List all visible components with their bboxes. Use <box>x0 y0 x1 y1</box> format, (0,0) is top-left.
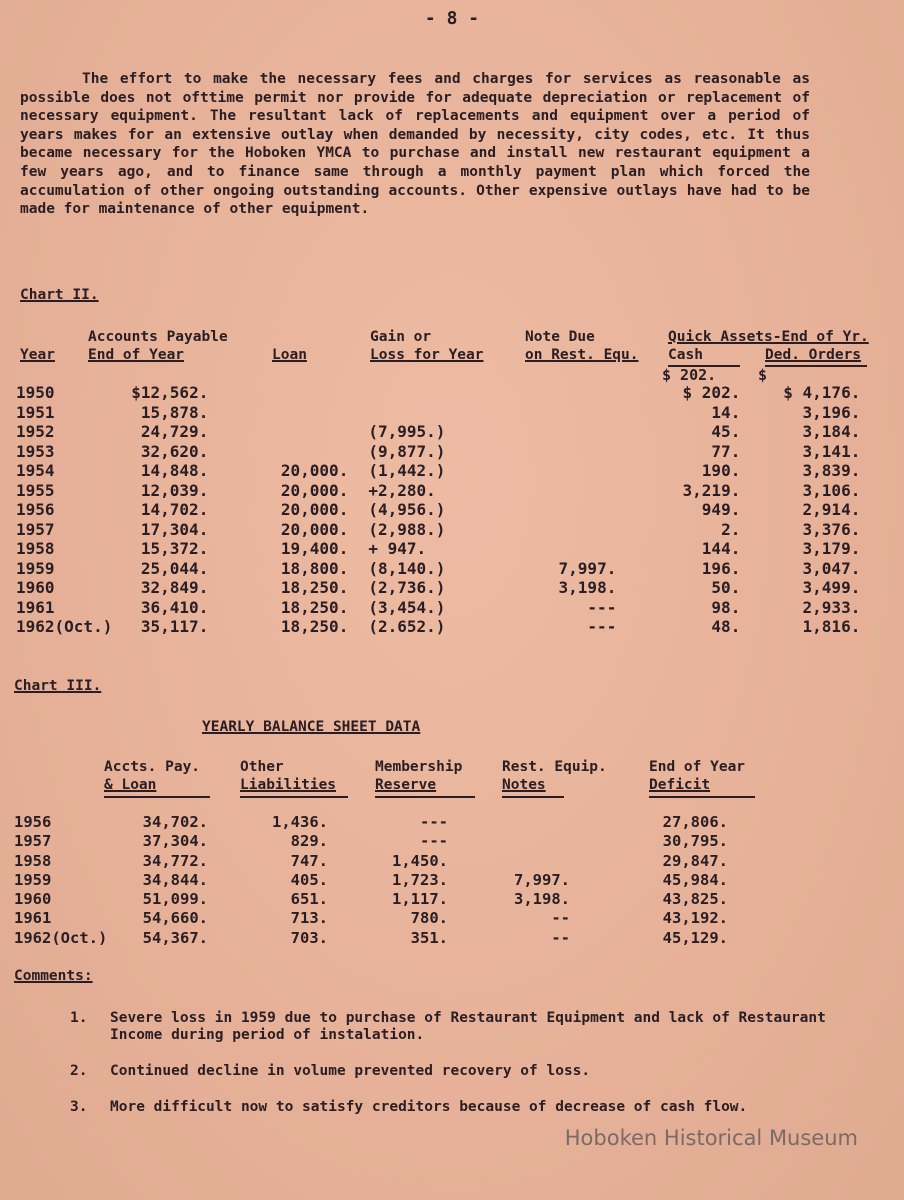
spacer <box>348 539 368 559</box>
chart3-header-rest-equip: Rest. Equip. Notes <box>502 759 607 793</box>
deficit-cell: 43,192. <box>662 909 728 928</box>
cash-cell: 2. <box>721 519 741 539</box>
other-liabilities-cell: 1,436. <box>272 813 328 831</box>
year-cell: 1951 <box>16 402 55 422</box>
table-row <box>16 598 860 618</box>
year-cell: 1959 <box>16 558 55 578</box>
membership-reserve-cell: --- <box>420 813 448 831</box>
rest-equip-notes-cell: -- <box>551 928 570 947</box>
membership-reserve-cell: 1,723. <box>392 870 448 889</box>
year-cell: 1950 <box>16 383 55 402</box>
gain-loss-cell: (9,877.) <box>368 441 446 461</box>
other-liabilities-cell: 405. <box>290 870 328 889</box>
year-cell: 1956 <box>14 813 52 831</box>
chart3-header-accts: Accts. Pay. & Loan <box>104 759 201 793</box>
chart2-header-year: Year <box>20 347 55 363</box>
chart3-membership-rule <box>375 796 475 798</box>
table-row <box>16 403 860 423</box>
other-liabilities-cell: 829. <box>290 832 328 851</box>
membership-reserve-cell: 351. <box>410 928 448 947</box>
deficit-cell: 30,795. <box>662 832 728 851</box>
table-row <box>16 461 860 481</box>
ded-orders-cell: 2,933. <box>802 597 861 617</box>
chart3-header-membership: Membership Reserve <box>375 759 463 793</box>
chart2-subheader-cash: $ 202. <box>662 366 717 384</box>
spacer <box>348 617 368 637</box>
comment-text: Continued decline in volume prevented recovery of loss. <box>110 1063 591 1079</box>
ded-orders-cell: 3,141. <box>802 441 861 461</box>
comments-heading: Comments: <box>14 968 93 984</box>
year-cell: 1958 <box>14 851 52 870</box>
comment-number: 1. <box>70 1010 88 1026</box>
cash-cell: 196. <box>701 558 741 578</box>
accounts-payable-cell: 35,117. <box>140 617 209 636</box>
year-cell: 1961 <box>14 909 52 928</box>
year-cell: 1953 <box>16 441 55 461</box>
note-due-cell <box>472 383 616 403</box>
ded-orders-cell: 3,499. <box>802 578 861 597</box>
accts-pay-loan-cell: 54,367. <box>142 928 208 947</box>
list-item <box>70 1099 830 1116</box>
gain-loss-cell: (3,454.) <box>368 597 446 617</box>
year-cell: 1956 <box>16 500 55 519</box>
table-row <box>16 422 860 442</box>
spacer <box>348 403 368 423</box>
chart3-title: YEARLY BALANCE SHEET DATA <box>202 719 421 735</box>
cash-cell: 45. <box>711 422 741 441</box>
table-row <box>16 383 860 403</box>
note-due-cell <box>472 442 616 462</box>
loan-cell: 19,400. <box>280 539 349 558</box>
membership-reserve-cell: --- <box>420 832 448 851</box>
chart3-heading: Chart III. <box>14 678 102 694</box>
gain-loss-cell: +2,280. <box>368 480 436 500</box>
cash-cell: $ 202. <box>682 383 741 402</box>
chart3-deficit-rule <box>649 796 755 798</box>
table-row <box>16 559 860 579</box>
cash-cell: 949. <box>701 500 741 519</box>
table-row <box>16 442 860 462</box>
rest-equip-notes-cell <box>448 832 570 851</box>
note-due-cell: 7,997. <box>558 558 617 578</box>
note-due-cell: --- <box>587 597 617 617</box>
table-row <box>16 520 860 540</box>
table-row <box>16 500 860 520</box>
other-liabilities-cell: 703. <box>290 928 328 947</box>
chart2-header-note: Note Due on Rest. Equ. <box>525 329 639 363</box>
accts-pay-loan-cell: 34,844. <box>142 870 208 889</box>
gain-loss-cell: (1,442.) <box>368 461 446 480</box>
ded-orders-cell: 2,914. <box>802 500 861 519</box>
chart3-accts-rule <box>104 796 210 798</box>
cash-cell: 77. <box>711 441 741 461</box>
gain-loss-cell: (2,736.) <box>368 578 446 597</box>
spacer <box>348 422 368 442</box>
chart2-subheader-ded: $ <box>758 366 768 384</box>
cash-cell: 48. <box>711 617 741 636</box>
ded-orders-cell: 3,047. <box>802 558 861 578</box>
spacer <box>348 520 368 540</box>
rest-equip-notes-cell <box>448 813 570 832</box>
ded-orders-cell: 3,376. <box>802 519 861 539</box>
table-row <box>14 852 728 871</box>
other-liabilities-cell: 651. <box>290 890 328 909</box>
rest-equip-notes-cell: 7,997. <box>514 870 570 889</box>
accounts-payable-cell: 14,702. <box>140 500 209 519</box>
chart3-table <box>14 813 728 948</box>
spacer <box>348 500 368 520</box>
chart2-header-gain: Gain or Loss for Year <box>370 329 484 363</box>
cash-cell: 144. <box>701 539 741 558</box>
membership-reserve-cell: 1,450. <box>392 851 448 870</box>
spacer <box>348 461 368 481</box>
year-cell: 1955 <box>16 480 55 500</box>
gain-loss-cell: (2.652.) <box>368 617 446 636</box>
cash-cell: 190. <box>701 461 741 480</box>
gain-loss-cell <box>368 403 472 423</box>
gain-loss-cell: (2,988.) <box>368 519 446 539</box>
note-due-cell <box>472 403 616 423</box>
loan-cell: 18,800. <box>280 558 349 578</box>
spacer <box>348 578 368 598</box>
year-cell: 1962(Oct.) <box>14 928 108 947</box>
year-cell: 1952 <box>16 422 55 441</box>
comments-list <box>70 1010 830 1135</box>
accts-pay-loan-cell: 34,772. <box>142 851 208 870</box>
table-row <box>14 929 728 948</box>
gain-loss-cell: + 947. <box>368 539 427 558</box>
gain-loss-cell: (8,140.) <box>368 558 446 578</box>
chart2-ded-rule <box>765 365 867 367</box>
accounts-payable-cell: 14,848. <box>140 461 209 480</box>
deficit-cell: 45,984. <box>662 870 728 889</box>
ded-orders-cell: 3,106. <box>802 480 861 500</box>
table-row <box>16 617 860 637</box>
ded-orders-cell: 3,196. <box>802 402 861 422</box>
accounts-payable-cell: 24,729. <box>140 422 209 441</box>
comment-number: 3. <box>70 1099 88 1115</box>
page-number: - 8 - <box>424 8 480 29</box>
watermark: Hoboken Historical Museum <box>564 1126 858 1150</box>
accts-pay-loan-cell: 54,660. <box>142 909 208 928</box>
list-item <box>70 1010 830 1044</box>
loan-cell <box>208 403 348 423</box>
accounts-payable-cell: 36,410. <box>140 597 209 617</box>
table-row <box>14 890 728 909</box>
rest-equip-notes-cell <box>448 852 570 871</box>
cash-cell: 14. <box>711 402 741 422</box>
gain-loss-cell: (7,995.) <box>368 422 446 441</box>
note-due-cell: --- <box>587 617 617 636</box>
chart2-heading: Chart II. <box>20 287 99 303</box>
chart2-header-accounts: Accounts Payable End of Year <box>88 329 228 363</box>
cash-cell: 98. <box>711 597 741 617</box>
ded-orders-cell: 1,816. <box>802 617 861 636</box>
loan-cell: 20,000. <box>280 461 349 480</box>
year-cell: 1959 <box>14 870 52 889</box>
year-cell: 1957 <box>14 832 52 851</box>
table-row <box>14 871 728 890</box>
accounts-payable-cell: 32,620. <box>140 441 209 461</box>
note-due-cell <box>472 461 616 481</box>
loan-cell <box>208 442 348 462</box>
gain-loss-cell <box>368 383 472 403</box>
year-cell: 1954 <box>16 461 55 480</box>
note-due-cell <box>472 500 616 520</box>
chart2-header-cash: Cash <box>668 347 703 363</box>
chart2-header-quick-assets: Quick Assets-End of Yr. <box>668 329 869 345</box>
note-due-cell <box>472 422 616 442</box>
deficit-cell: 27,806. <box>662 813 728 831</box>
note-due-cell <box>472 481 616 501</box>
cash-cell: 3,219. <box>682 480 741 500</box>
rest-equip-notes-cell: 3,198. <box>514 890 570 909</box>
gain-loss-cell: (4,956.) <box>368 500 446 519</box>
accounts-payable-cell: 32,849. <box>140 578 209 597</box>
ded-orders-cell: 3,184. <box>802 422 861 441</box>
loan-cell <box>208 422 348 442</box>
spacer <box>348 383 368 403</box>
chart3-other-rule <box>240 796 348 798</box>
other-liabilities-cell: 713. <box>290 909 328 928</box>
rest-equip-notes-cell: -- <box>551 909 570 928</box>
chart3-header-other: Other Liabilities <box>240 759 337 793</box>
ded-orders-cell: $ 4,176. <box>783 383 861 402</box>
accounts-payable-cell: 12,039. <box>140 480 209 500</box>
loan-cell: 20,000. <box>280 480 349 500</box>
table-row <box>14 909 728 928</box>
loan-cell: 18,250. <box>280 578 349 597</box>
spacer <box>348 442 368 462</box>
accounts-payable-cell: 17,304. <box>140 519 209 539</box>
chart2-header-ded-orders: Ded. Orders <box>765 347 862 363</box>
loan-cell: 20,000. <box>280 500 349 519</box>
note-due-cell <box>472 539 616 559</box>
chart2-header-loan: Loan <box>272 347 307 363</box>
intro-paragraph: The effort to make the necessary fees and charges for services as reasonable as possible does not ofttime permit nor provide for adequate depreciation or replacement of necessary equipment. The resultant lack of replacements and equipment over a period of years makes for an extensive outlay when demanded by necessity, city codes, etc. It thus became necessary for the Hoboken YMCA to purchase and install new restaurant equipment a few years ago, and to finance same through a monthly payment plan which forced the accumulation of other ongoing outstanding accounts. Other expensive outlays have had to be made for maintenance of other equipment. <box>20 71 810 218</box>
deficit-cell: 45,129. <box>662 928 728 947</box>
membership-reserve-cell: 1,117. <box>392 890 448 909</box>
loan-cell <box>208 383 348 403</box>
year-cell: 1962(Oct.) <box>16 617 113 636</box>
spacer <box>348 559 368 579</box>
loan-cell: 18,250. <box>280 597 349 617</box>
chart3-rest-rule <box>502 796 564 798</box>
accts-pay-loan-cell: 34,702. <box>142 813 208 831</box>
table-row <box>16 481 860 501</box>
note-due-cell <box>472 520 616 540</box>
spacer <box>348 481 368 501</box>
list-item <box>70 1063 830 1080</box>
accounts-payable-cell: 15,878. <box>140 402 209 422</box>
year-cell: 1958 <box>16 539 55 558</box>
note-due-cell: 3,198. <box>558 578 617 597</box>
year-cell: 1960 <box>14 890 52 909</box>
comment-text: Severe loss in 1959 due to purchase of Restaurant Equipment and lack of Restaurant Income during period of instalation. <box>110 1010 826 1043</box>
other-liabilities-cell: 747. <box>290 851 328 870</box>
loan-cell: 18,250. <box>280 617 349 636</box>
accounts-payable-cell: 25,044. <box>140 558 209 578</box>
year-cell: 1961 <box>16 597 55 617</box>
table-row <box>16 578 860 598</box>
accts-pay-loan-cell: 37,304. <box>142 832 208 851</box>
table-row <box>14 813 728 832</box>
accounts-payable-cell: $12,562. <box>131 383 209 402</box>
accounts-payable-cell: 15,372. <box>140 539 209 558</box>
chart3-header-deficit: End of Year Deficit <box>649 759 746 793</box>
comment-text: More difficult now to satisfy creditors because of decrease of cash flow. <box>110 1099 748 1115</box>
ded-orders-cell: 3,179. <box>802 539 861 558</box>
deficit-cell: 43,825. <box>662 890 728 909</box>
deficit-cell: 29,847. <box>662 851 728 870</box>
table-row <box>16 539 860 559</box>
comment-number: 2. <box>70 1063 88 1079</box>
year-cell: 1960 <box>16 578 55 597</box>
table-row <box>14 832 728 851</box>
ded-orders-cell: 3,839. <box>802 461 861 480</box>
accts-pay-loan-cell: 51,099. <box>142 890 208 909</box>
membership-reserve-cell: 780. <box>410 909 448 928</box>
year-cell: 1957 <box>16 519 55 539</box>
cash-cell: 50. <box>711 578 741 597</box>
spacer <box>348 598 368 618</box>
loan-cell: 20,000. <box>280 519 349 539</box>
chart2-table <box>16 383 860 637</box>
